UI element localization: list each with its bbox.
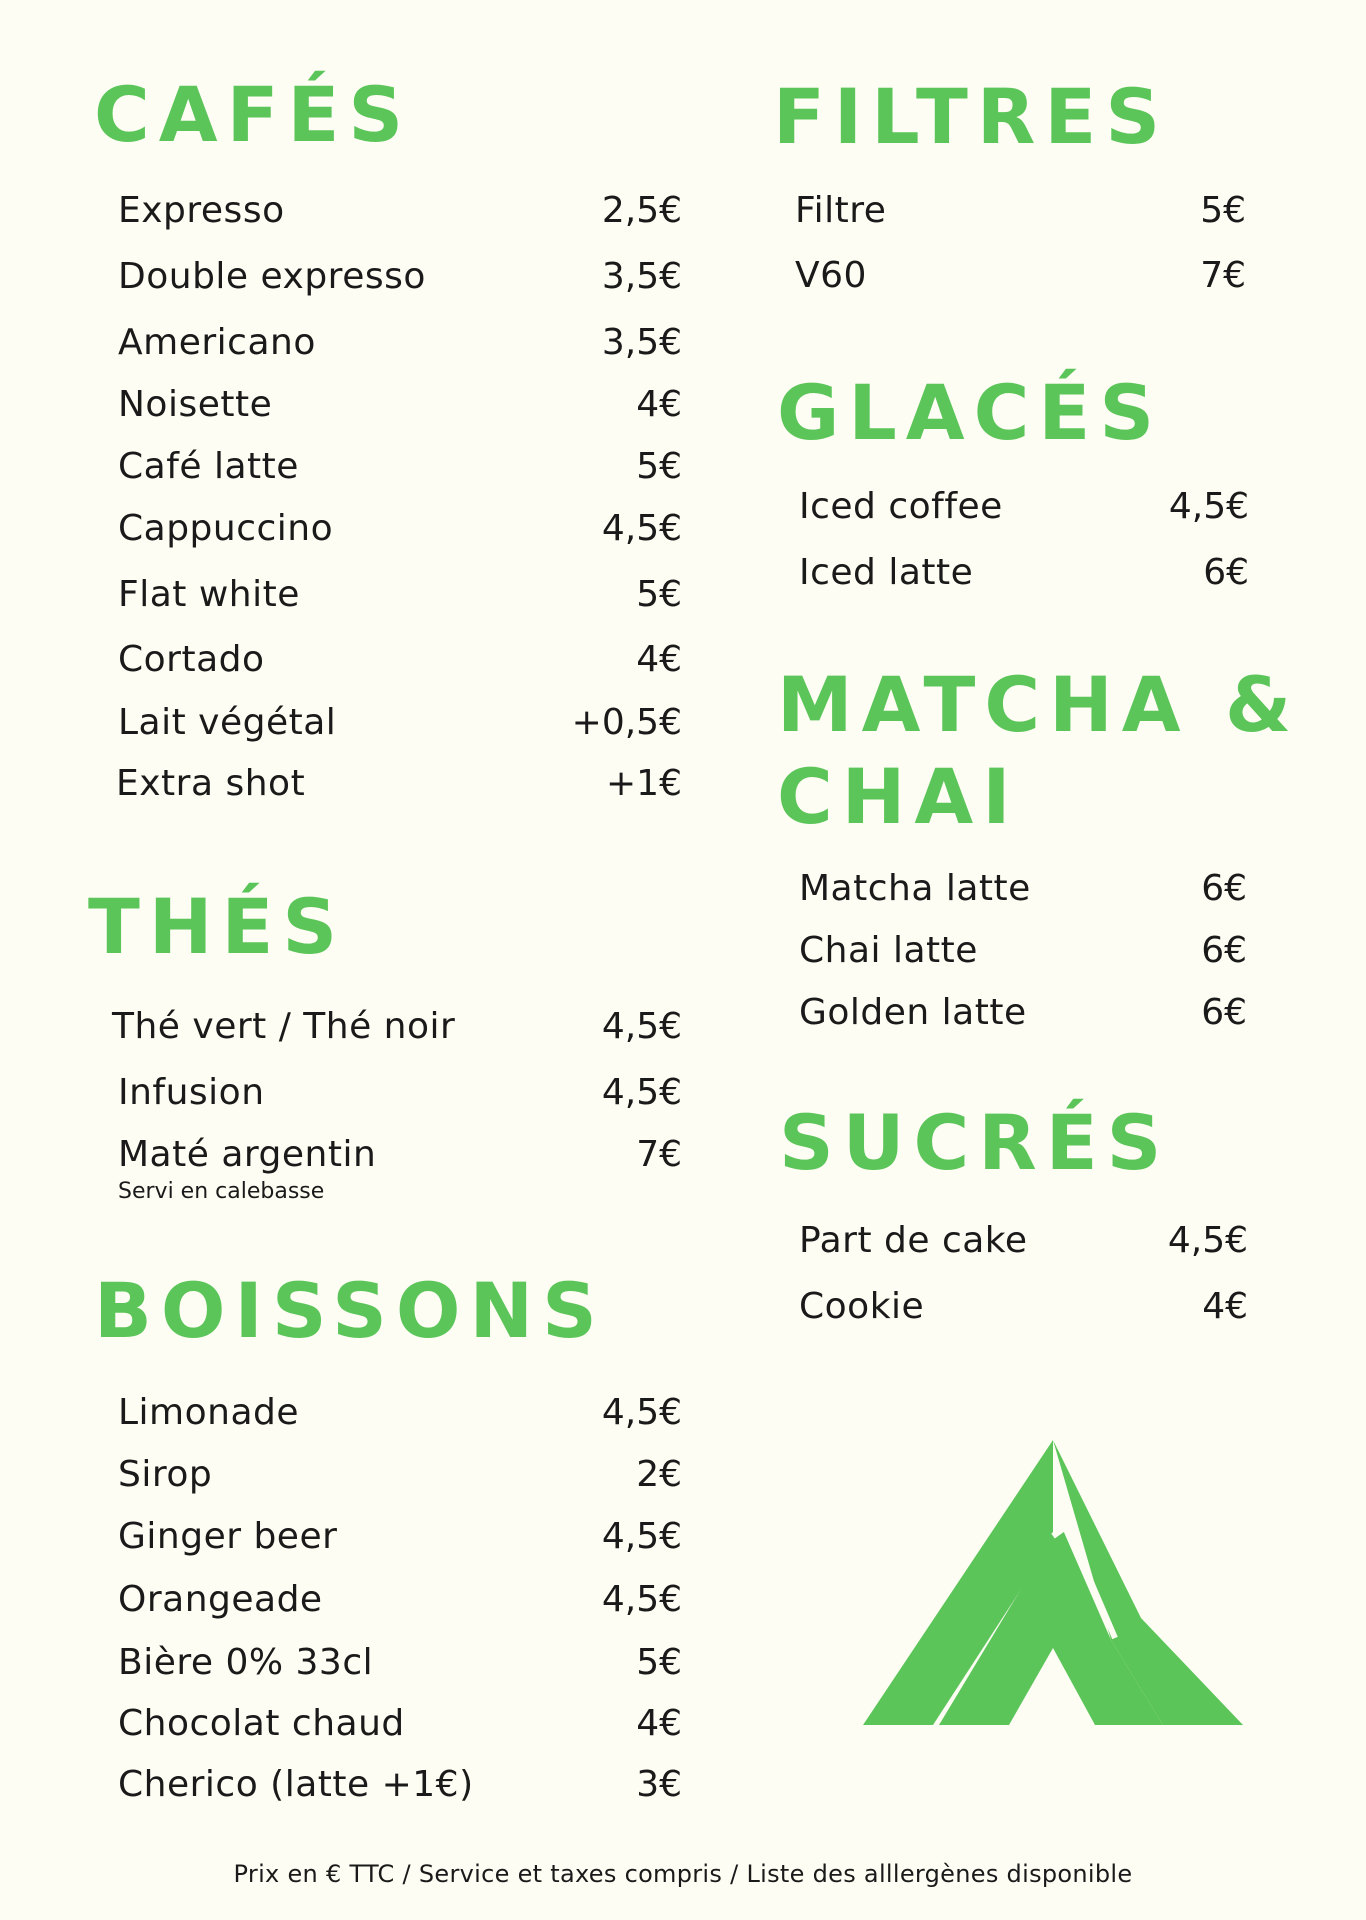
menu-item [92, 1130, 682, 1204]
menu-item-name: Cappuccino [118, 508, 334, 549]
menu-item-price: 4€ [636, 639, 682, 680]
menu-item-price: 6€ [1201, 930, 1247, 971]
menu-item-name: Maté argentin [118, 1134, 377, 1175]
menu-item-name: Thé vert / Thé noir [112, 1006, 456, 1047]
menu-item-price: +1€ [606, 763, 682, 804]
menu-item [92, 1068, 682, 1118]
menu-item-price: 4,5€ [1168, 486, 1249, 527]
menu-item [92, 1638, 682, 1688]
menu-item [92, 442, 682, 492]
menu-item [92, 504, 682, 554]
menu-item-name: Limonade [118, 1392, 300, 1433]
menu-item-price: 3€ [636, 1764, 682, 1805]
menu-item [92, 318, 682, 368]
menu-item-price: +0,5€ [571, 702, 682, 743]
menu-item-name: Cookie [799, 1286, 925, 1327]
menu-item [773, 988, 1263, 1038]
section-title-thes: THÉS [88, 882, 347, 971]
menu-item-price: 2€ [636, 1454, 682, 1495]
menu-item-name: Cortado [118, 639, 265, 680]
menu-item-name: V60 [795, 255, 867, 296]
menu-item [773, 186, 1263, 236]
menu-item [92, 252, 682, 302]
section-title-boissons: BOISSONS [94, 1266, 606, 1355]
section-title-matcha-line2: CHAI [777, 752, 1020, 841]
section-title-matcha-line1: MATCHA & [777, 660, 1301, 749]
menu-item-name: Filtre [795, 190, 887, 231]
menu-item [92, 1760, 682, 1810]
menu-item-name: Noisette [118, 384, 273, 425]
menu-item-name: Bière 0% 33cl [118, 1642, 374, 1683]
menu-item-price: 2,5€ [601, 190, 682, 231]
menu-item-name: Ginger beer [118, 1516, 338, 1557]
tent-logo-icon [863, 1440, 1243, 1730]
menu-item-name: Americano [118, 322, 316, 363]
menu-item-price: 7€ [636, 1134, 682, 1175]
menu-item-name: Chai latte [799, 930, 978, 971]
menu-item-price: 4,5€ [601, 1392, 682, 1433]
menu-item-name: Flat white [118, 574, 300, 615]
menu-item-price: 3,5€ [601, 322, 682, 363]
menu-item-price: 4,5€ [601, 1579, 682, 1620]
menu-item-price: 5€ [1200, 190, 1246, 231]
menu-item [773, 1216, 1263, 1266]
menu-item-name: Double expresso [118, 256, 426, 297]
menu-item [92, 1699, 682, 1749]
menu-item [92, 1512, 682, 1562]
section-title-filtres: FILTRES [773, 72, 1170, 161]
menu-item-name: Orangeade [118, 1579, 323, 1620]
menu-item-price: 4€ [1202, 1286, 1248, 1327]
section-title-sucres: SUCRÉS [779, 1098, 1171, 1187]
menu-item-name: Expresso [118, 190, 285, 231]
menu-item [773, 926, 1263, 976]
menu-item-price: 4,5€ [601, 1516, 682, 1557]
section-title-glaces: GLACÉS [777, 368, 1164, 457]
menu-item [773, 251, 1263, 301]
menu-item-price: 4,5€ [601, 1072, 682, 1113]
menu-item-name: Infusion [118, 1072, 265, 1113]
menu-item-price: 4,5€ [601, 508, 682, 549]
left-column [88, 0, 682, 1920]
menu-item-name: Lait végétal [118, 702, 337, 743]
menu-item-price: 6€ [1203, 552, 1249, 593]
menu-item-name: Cherico (latte +1€) [118, 1764, 474, 1805]
menu-item [92, 1450, 682, 1500]
menu-item [773, 864, 1263, 914]
menu-item [773, 1282, 1263, 1332]
menu-item-price: 5€ [636, 1642, 682, 1683]
menu-item-name: Café latte [118, 446, 299, 487]
menu-item [92, 186, 682, 236]
menu-item-price: 7€ [1200, 255, 1246, 296]
section-title-cafes: CAFÉS [94, 70, 413, 159]
menu-item-price: 4€ [636, 1703, 682, 1744]
menu-item [92, 759, 682, 809]
menu-item-name: Sirop [118, 1454, 213, 1495]
menu-item-price: 4€ [636, 384, 682, 425]
menu-item [92, 570, 682, 620]
menu-item-name: Iced coffee [799, 486, 1003, 527]
menu-item-price: 5€ [636, 574, 682, 615]
menu-item [773, 482, 1263, 532]
menu-item [92, 1575, 682, 1625]
menu-item [92, 1002, 682, 1052]
menu-item [92, 1388, 682, 1438]
menu-item-name: Iced latte [799, 552, 974, 593]
menu-item-name: Golden latte [799, 992, 1027, 1033]
menu-item [773, 548, 1263, 598]
menu-item-price: 4,5€ [1167, 1220, 1248, 1261]
menu-item-name: Matcha latte [799, 868, 1031, 909]
menu-item [92, 635, 682, 685]
menu-item-price: 6€ [1201, 992, 1247, 1033]
menu-item-note: Servi en calebasse [118, 1179, 325, 1204]
menu-item-price: 5€ [636, 446, 682, 487]
menu-item [92, 698, 682, 748]
menu-item-price: 6€ [1201, 868, 1247, 909]
menu-item-name: Chocolat chaud [118, 1703, 405, 1744]
menu-item [92, 380, 682, 430]
menu-item-name: Part de cake [799, 1220, 1028, 1261]
menu-item-name: Extra shot [116, 763, 306, 804]
menu-item-price: 4,5€ [601, 1006, 682, 1047]
footer-note: Prix en € TTC / Service et taxes compris / Liste des alllergènes disponible [233, 1860, 1133, 1888]
menu-item-price: 3,5€ [601, 256, 682, 297]
